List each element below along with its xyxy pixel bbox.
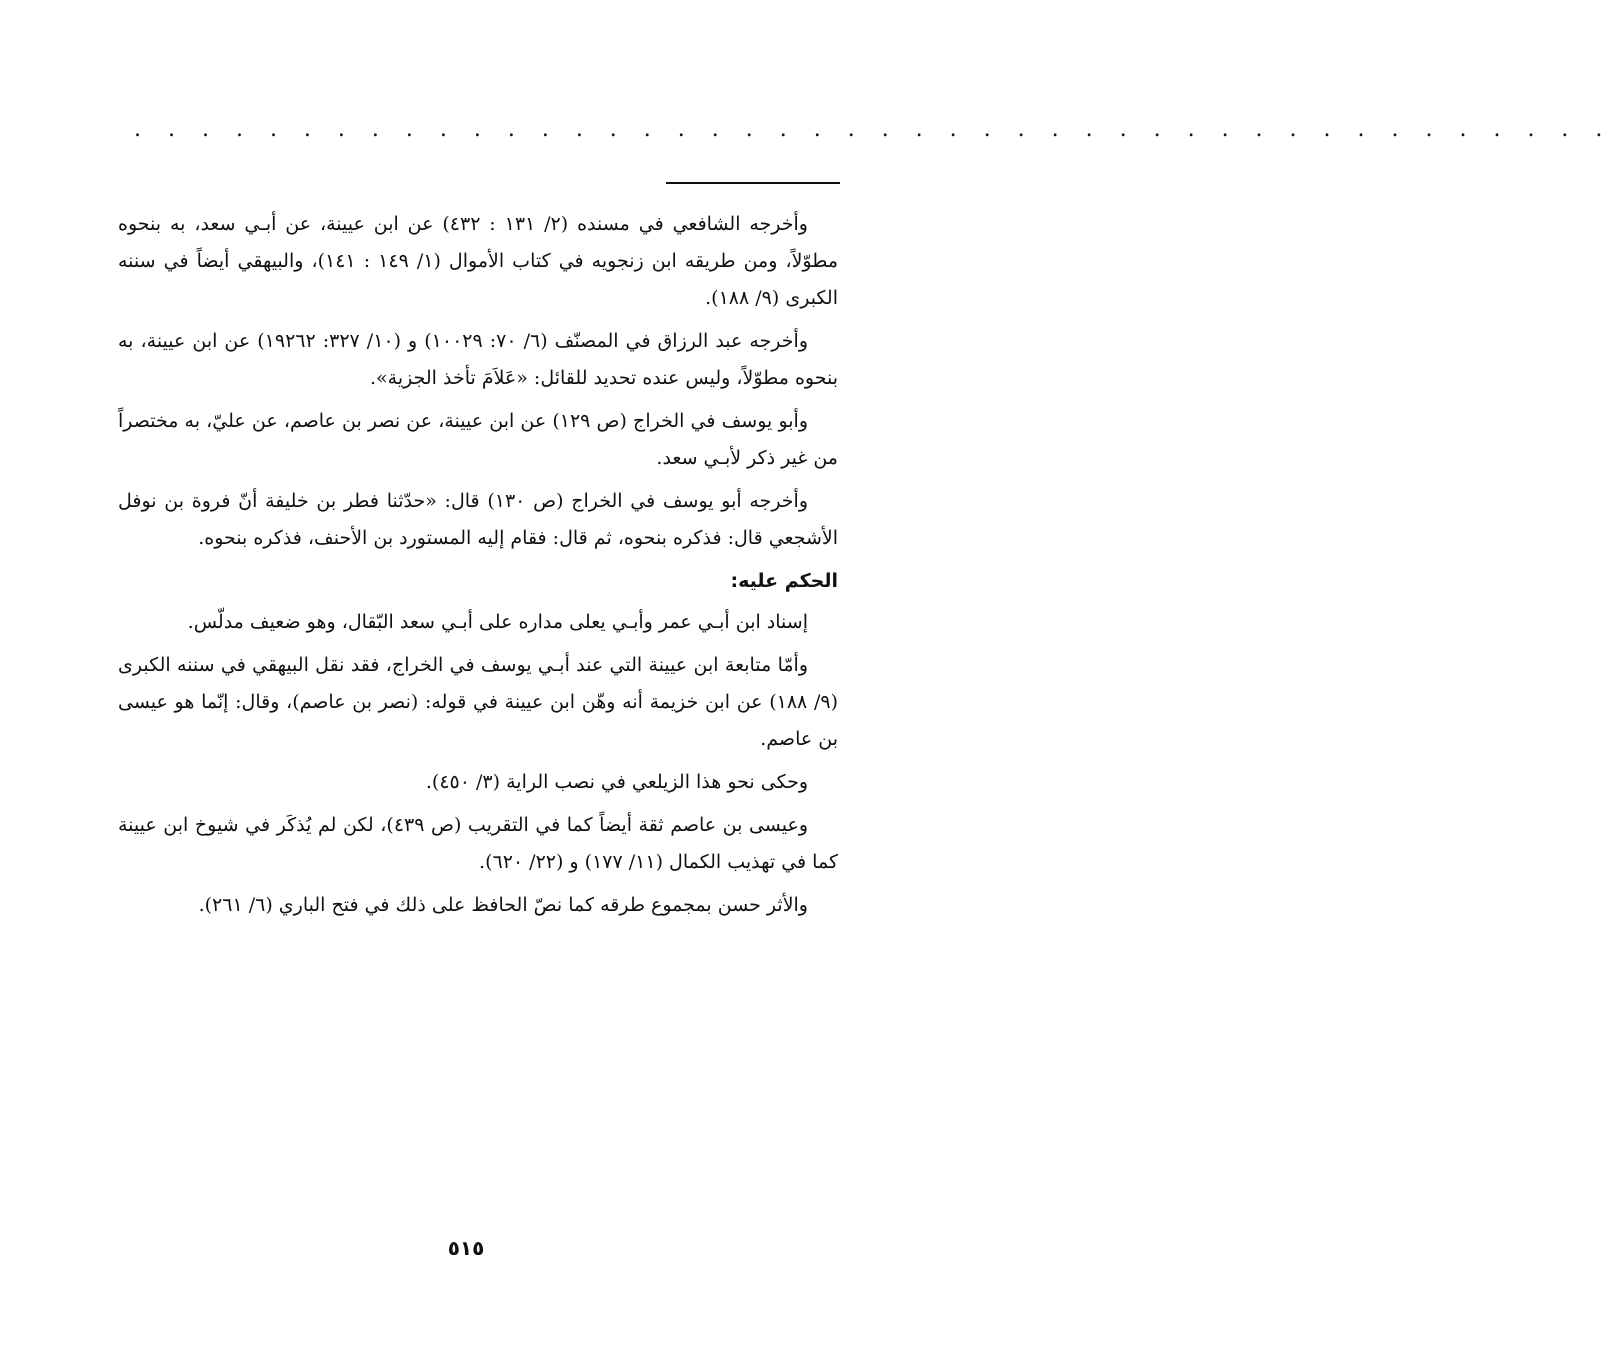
page-number: ٥١٥ xyxy=(447,1236,485,1260)
footnote-body xyxy=(118,206,838,930)
paragraph: والأثر حسن بمجموع طرقه كما نصّ الحافظ على ذلك في فتح الباري (٦/ ٢٦١). xyxy=(198,894,808,916)
footnote-rule xyxy=(666,182,840,184)
section-heading: الحكم عليه: xyxy=(730,570,838,592)
separator-dots: . . . . . . . . . . . . . . . . . . . . . . . . . . . . . . . . . . . . . . . . . . . . xyxy=(134,117,1612,142)
paragraph: إسناد ابن أبـي عمر وأبـي يعلى مداره على أبـي سعد البّقال، وهو ضعيف مدلّس. xyxy=(187,611,808,633)
paragraph: وأخرجه الشافعي في مسنده (٢/ ١٣١ : ٤٣٢) عن ابن عيينة، عن أبـي سعد، به بنحوه مطوّلاً، ومن طريقه ابن زنجويه في كتاب الأموال (١/ ١٤٩ : ١٤١)، والبيهقي أيضاً في سننه الكبرى (٩/ ١٨٨). xyxy=(118,213,838,309)
paragraph: وأخرجه أبو يوسف في الخراج (ص ١٣٠) قال: «حدّثنا فطر بن خليفة أنّ فروة بن نوفل الأشجعي قال: فذكره بنحوه، ثم قال: فقام إليه المستورد بن الأحنف، فذكره بنحوه. xyxy=(118,490,838,549)
paragraph: وأخرجه عبد الرزاق في المصنّف (٦/ ٧٠: ١٠٠٢٩) و (١٠/ ٣٢٧: ١٩٢٦٢) عن ابن عيينة، به بنحوه مطوّلاً، وليس عنده تحديد للقائل: «عَلاَمَ تأخذ الجزية». xyxy=(118,330,838,389)
paragraph: وحكى نحو هذا الزيلعي في نصب الراية (٣/ ٤٥٠). xyxy=(425,771,808,793)
paragraph: وعيسى بن عاصم ثقة أيضاً كما في التقريب (ص ٤٣٩)، لكن لم يُذكَر في شيوخ ابن عيينة كما في تهذيب الكمال (١١/ ١٧٧) و (٢٢/ ٦٢٠). xyxy=(118,814,838,873)
paragraph: وأمّا متابعة ابن عيينة التي عند أبـي يوسف في الخراج، فقد نقل البيهقي في سننه الكبرى (٩/ ١٨٨) عن ابن خزيمة أنه وهّن ابن عيينة في قوله: (نصر بن عاصم)، وقال: إنّما هو عيسى بن عاصم. xyxy=(118,654,838,750)
paragraph: وأبو يوسف في الخراج (ص ١٢٩) عن ابن عيينة، عن نصر بن عاصم، عن عليّ، به مختصراً من غير ذكر لأبـي سعد. xyxy=(118,410,838,469)
